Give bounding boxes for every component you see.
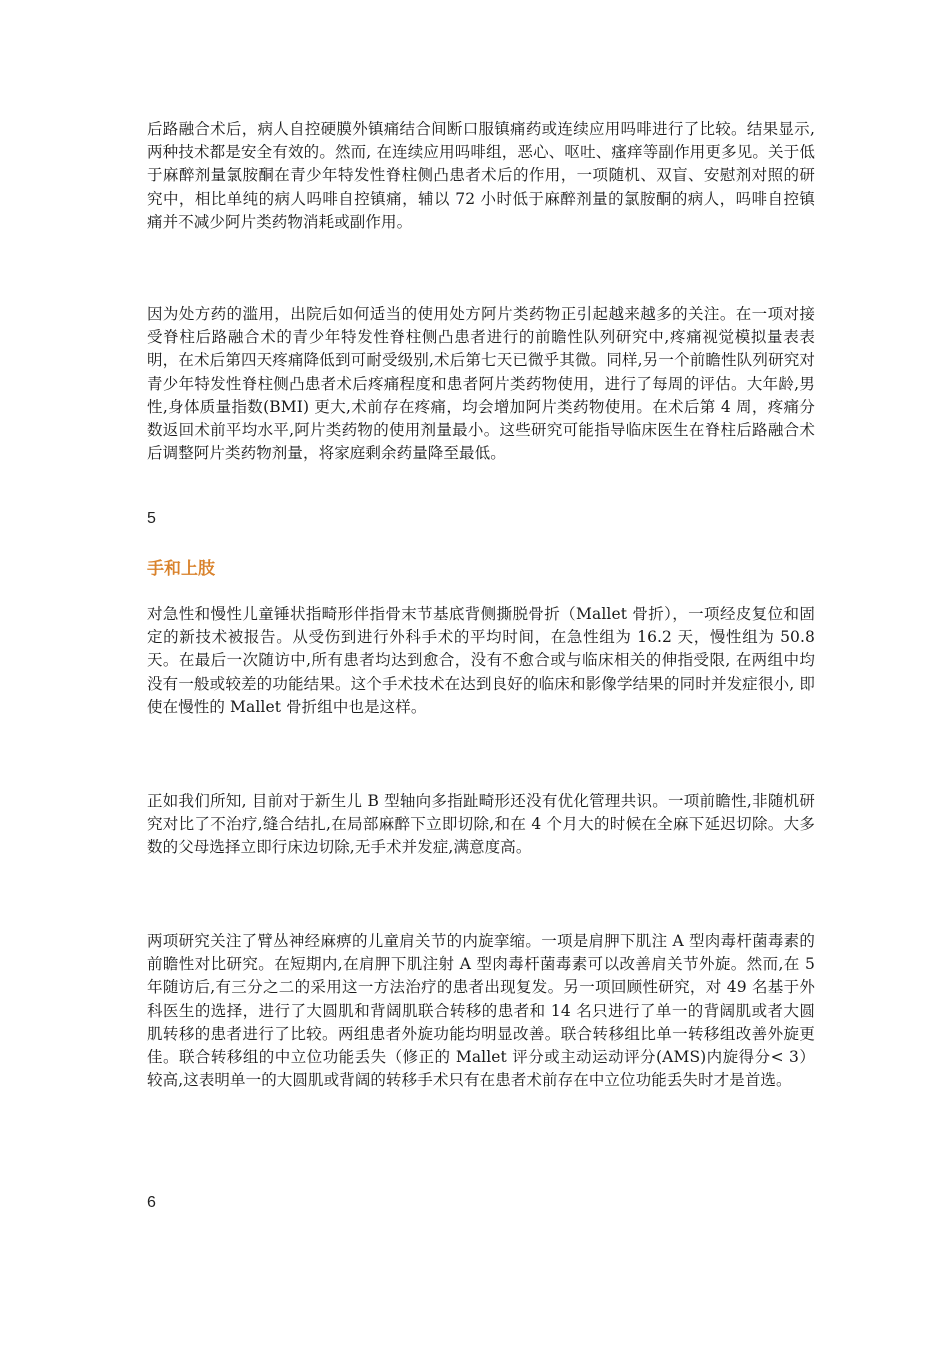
paragraph-opioid-use: 因为处方药的滥用，出院后如何适当的使用处方阿片类药物正引起越来越多的关注。在一项对接受脊柱后路融合术的青少年特发性脊柱侧凸患者进行的前瞻性队列研究中,疼痛视觉模拟量表表明，在术后第四天疼痛降低到可耐受级别,术后第七天已微乎其微。同样,另一个前瞻性队列研究对青少年特发性脊柱侧凸患者术后疼痛程度和患者阿片类药物使用，进行了每周的评估。大年龄,男性,身体质量指数(BMI) 更大,术前存在疼痛，均会增加阿片类药物使用。在术后第 4 周，疼痛分数返回术前平均水平,阿片类药物的使用剂量最小。这些研究可能指导临床医生在脊柱后路融合术后调整阿片类药物剂量，将家庭剩余药量降至最低。: [147, 305, 815, 463]
section-heading: 手和上肢: [147, 559, 215, 579]
paragraph-spinal-fusion-analgesia: 后路融合术后，病人自控硬膜外镇痛结合间断口服镇痛药或连续应用吗啡进行了比较。结果显示,两种技术都是安全有效的。然而, 在连续应用吗啡组，恶心、呕吐、瘙痒等副作用更多见。关于低于麻醉剂量氯胺酮在青少年特发性脊柱侧凸患者术后的作用，一项随机、双盲、安慰剂对照的研究中，相比单纯的病人吗啡自控镇痛，辅以 72 小时低于麻醉剂量的氯胺酮的病人，吗啡自控镇痛并不减少阿片类药物消耗或副作用。: [147, 120, 815, 231]
paragraph-brachial-plexus: 两项研究关注了臂丛神经麻痹的儿童肩关节的内旋挛缩。一项是肩胛下肌注 A 型肉毒杆菌毒素的前瞻性对比研究。在短期内,在肩胛下肌注射 A 型肉毒杆菌毒素可以改善肩关节外旋。然而,在 5 年随访后,有三分之二的采用这一方法治疗的患者出现复发。另一项回顾性研究，对 49 名基于外科医生的选择，进行了大圆肌和背阔肌联合转移的患者和 14 名只进行了单一的背阔肌或者大圆肌转移的患者进行了比较。两组患者外旋功能均明显改善。联合转移组比单一转移组改善外旋更佳。联合转移组的中立位功能丢失（修正的 Mallet 评分或主动运动评分(AMS)内旋得分< 3）较高,这表明单一的大圆肌或背阔的转移手术只有在患者术前存在中立位功能丢失时才是首选。: [147, 932, 815, 1090]
page-number: 6: [147, 1194, 156, 1211]
paragraph-polydactyly: 正如我们所知, 目前对于新生儿 B 型轴向多指趾畸形还没有优化管理共识。一项前瞻性,非随机研究对比了不治疗,缝合结扎,在局部麻醉下立即切除,和在 4 个月大的时候在全麻下延迟切除。大多数的父母选择立即行床边切除,无手术并发症,满意度高。: [147, 792, 815, 857]
paragraph-mallet-fracture: 对急性和慢性儿童锤状指畸形伴指骨末节基底背侧撕脱骨折（Mallet 骨折），一项经皮复位和固定的新技术被报告。从受伤到进行外科手术的平均时间，在急性组为 16.2 天，慢性组为 50.8 天。在最后一次随访中,所有患者均达到愈合，没有不愈合或与临床相关的伸指受限, 在两组中均没有一般或较差的功能结果。这个手术技术在达到良好的临床和影像学结果的同时并发症很小, 即使在慢性的 Mallet 骨折组中也是这样。: [147, 605, 815, 716]
page-number: 5: [147, 510, 156, 527]
